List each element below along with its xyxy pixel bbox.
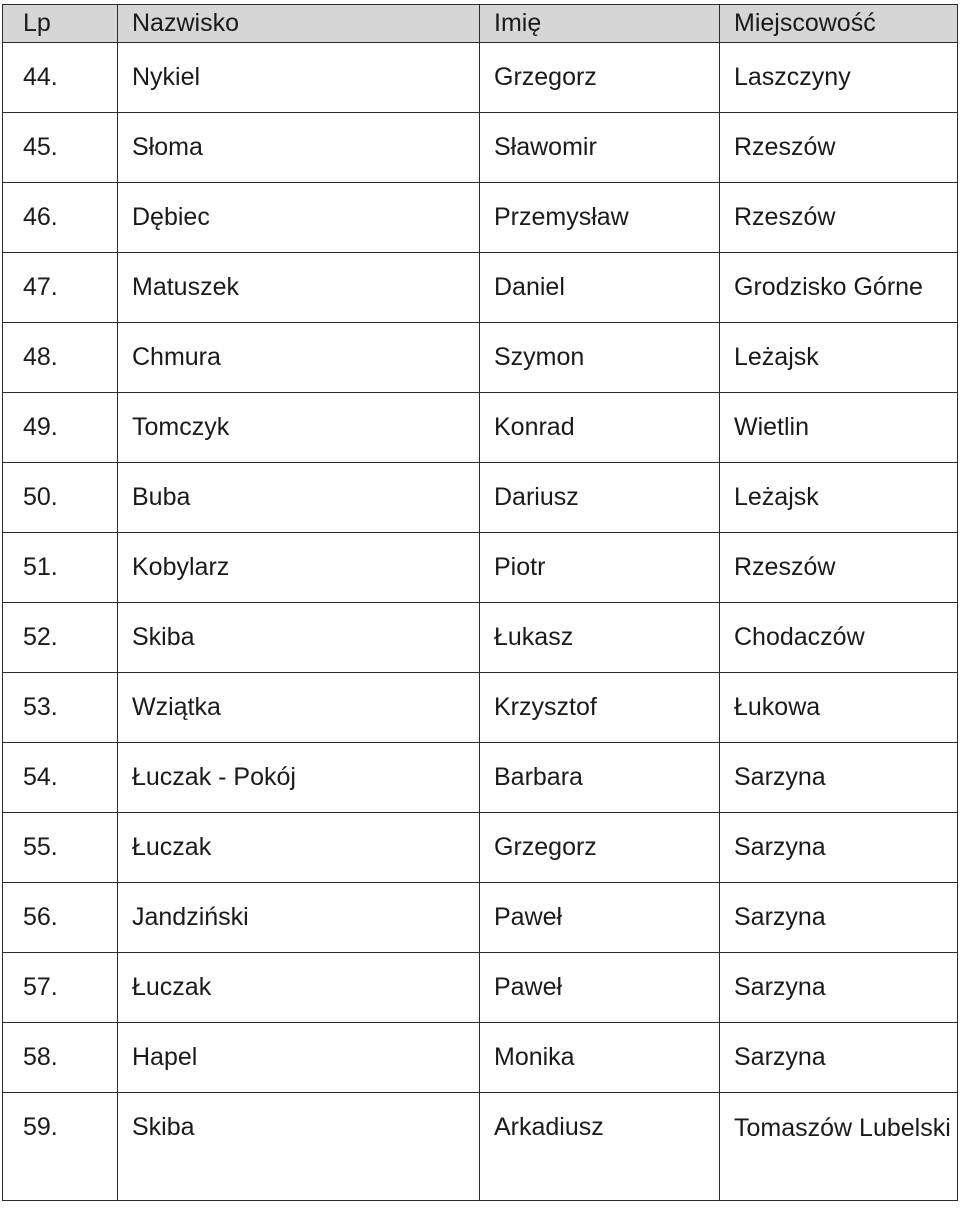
cell-lp: 50. [3, 463, 118, 533]
cell-nazwisko: Skiba [118, 603, 480, 673]
cell-nazwisko: Słoma [118, 113, 480, 183]
cell-lp: 52. [3, 603, 118, 673]
cell-nazwisko: Kobylarz [118, 533, 480, 603]
cell-nazwisko: Łuczak - Pokój [118, 743, 480, 813]
table-row [3, 603, 958, 673]
header-miejscowosc: Miejscowość [720, 5, 958, 43]
cell-nazwisko: Dębiec [118, 183, 480, 253]
cell-nazwisko: Wziątka [118, 673, 480, 743]
cell-nazwisko: Skiba [118, 1093, 480, 1201]
table-body [3, 43, 958, 1201]
table-row [3, 253, 958, 323]
table-row [3, 183, 958, 253]
cell-miejscowosc: Łukowa [720, 673, 958, 743]
table-row [3, 953, 958, 1023]
cell-miejscowosc: Tomaszów Lubelski [720, 1093, 958, 1201]
cell-miejscowosc: Sarzyna [720, 1023, 958, 1093]
table-header [3, 5, 958, 43]
table-row [3, 463, 958, 533]
table-row [3, 1093, 958, 1201]
cell-nazwisko: Chmura [118, 323, 480, 393]
cell-lp: 57. [3, 953, 118, 1023]
table-row [3, 533, 958, 603]
table-row [3, 743, 958, 813]
cell-miejscowosc: Rzeszów [720, 183, 958, 253]
cell-nazwisko: Matuszek [118, 253, 480, 323]
cell-miejscowosc: Grodzisko Górne [720, 253, 958, 323]
cell-nazwisko: Nykiel [118, 43, 480, 113]
table-row [3, 673, 958, 743]
cell-imie: Barbara [480, 743, 720, 813]
cell-imie: Monika [480, 1023, 720, 1093]
cell-imie: Piotr [480, 533, 720, 603]
cell-imie: Szymon [480, 323, 720, 393]
table-row [3, 113, 958, 183]
cell-lp: 55. [3, 813, 118, 883]
cell-lp: 59. [3, 1093, 118, 1201]
cell-lp: 45. [3, 113, 118, 183]
cell-miejscowosc: Sarzyna [720, 813, 958, 883]
cell-lp: 46. [3, 183, 118, 253]
table-row [3, 393, 958, 463]
cell-miejscowosc: Sarzyna [720, 743, 958, 813]
cell-lp: 44. [3, 43, 118, 113]
cell-imie: Paweł [480, 953, 720, 1023]
cell-lp: 54. [3, 743, 118, 813]
cell-lp: 49. [3, 393, 118, 463]
cell-imie: Łukasz [480, 603, 720, 673]
cell-lp: 56. [3, 883, 118, 953]
cell-nazwisko: Hapel [118, 1023, 480, 1093]
cell-miejscowosc: Leżajsk [720, 463, 958, 533]
cell-nazwisko: Łuczak [118, 953, 480, 1023]
cell-miejscowosc: Sarzyna [720, 953, 958, 1023]
cell-miejscowosc: Sarzyna [720, 883, 958, 953]
header-imie: Imię [480, 5, 720, 43]
cell-miejscowosc: Wietlin [720, 393, 958, 463]
table-row [3, 813, 958, 883]
cell-imie: Sławomir [480, 113, 720, 183]
cell-imie: Przemysław [480, 183, 720, 253]
table-row [3, 43, 958, 113]
cell-lp: 53. [3, 673, 118, 743]
participants-table [2, 4, 958, 1201]
cell-lp: 51. [3, 533, 118, 603]
cell-nazwisko: Łuczak [118, 813, 480, 883]
cell-nazwisko: Buba [118, 463, 480, 533]
cell-lp: 58. [3, 1023, 118, 1093]
cell-miejscowosc: Rzeszów [720, 533, 958, 603]
cell-miejscowosc: Leżajsk [720, 323, 958, 393]
cell-miejscowosc: Chodaczów [720, 603, 958, 673]
cell-imie: Konrad [480, 393, 720, 463]
cell-nazwisko: Tomczyk [118, 393, 480, 463]
header-lp: Lp [3, 5, 118, 43]
header-row [3, 5, 958, 43]
cell-imie: Arkadiusz [480, 1093, 720, 1201]
cell-lp: 48. [3, 323, 118, 393]
cell-imie: Grzegorz [480, 43, 720, 113]
table-row [3, 323, 958, 393]
cell-imie: Daniel [480, 253, 720, 323]
cell-imie: Paweł [480, 883, 720, 953]
cell-nazwisko: Jandziński [118, 883, 480, 953]
header-nazwisko: Nazwisko [118, 5, 480, 43]
cell-imie: Grzegorz [480, 813, 720, 883]
cell-imie: Krzysztof [480, 673, 720, 743]
cell-miejscowosc: Laszczyny [720, 43, 958, 113]
table-row [3, 1023, 958, 1093]
cell-lp: 47. [3, 253, 118, 323]
cell-imie: Dariusz [480, 463, 720, 533]
cell-miejscowosc: Rzeszów [720, 113, 958, 183]
table-row [3, 883, 958, 953]
